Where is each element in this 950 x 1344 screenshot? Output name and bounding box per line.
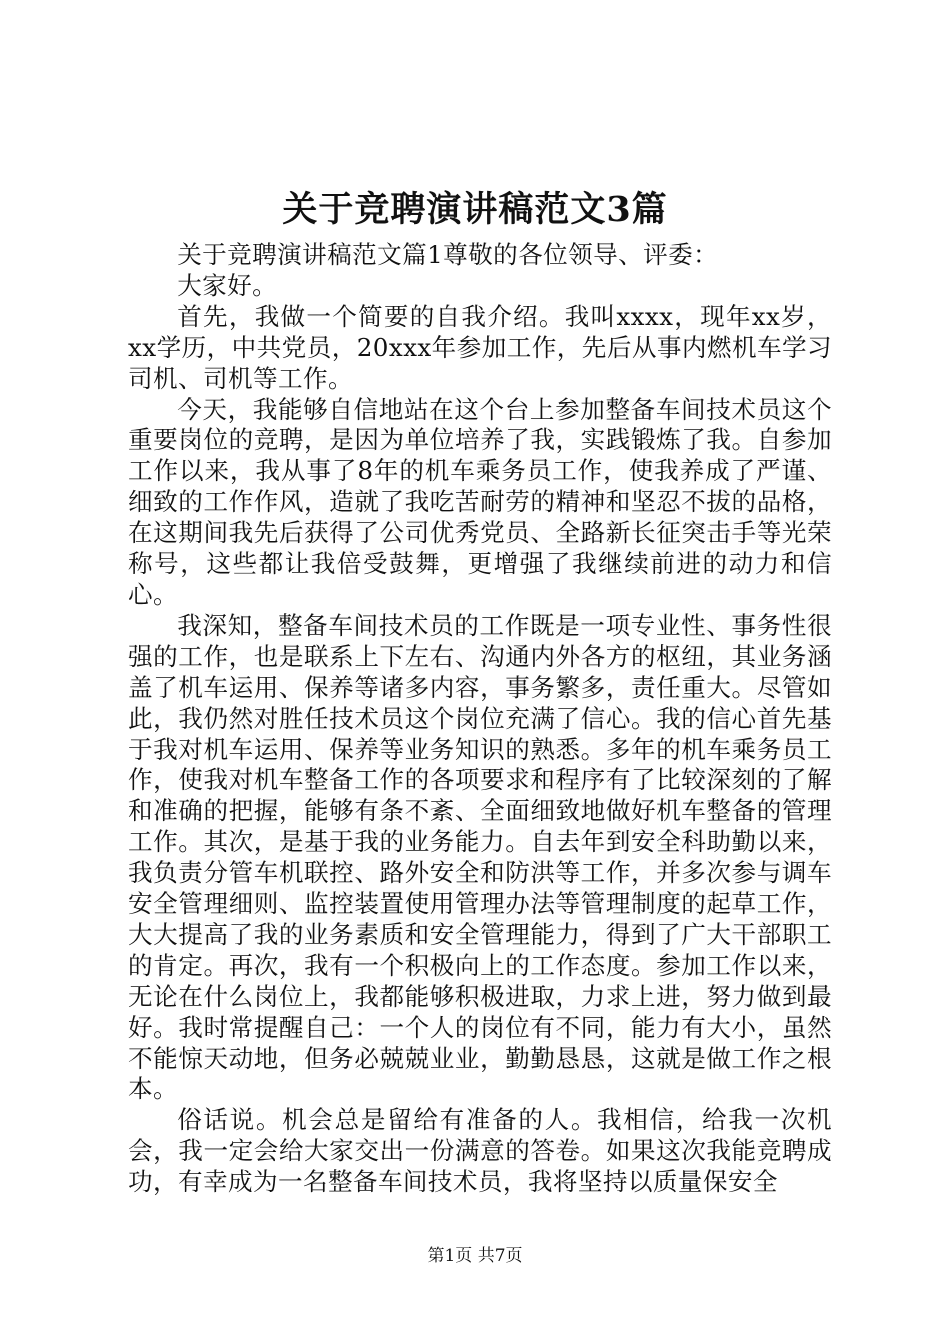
paragraph-commitment: 俗话说。机会总是留给有准备的人。我相信，给我一次机会，我一定会给大家交出一份满意的答卷。如果这次我能竞聘成功，有幸成为一名整备车间技术员，我将坚持以质量保安全 bbox=[128, 1105, 832, 1197]
document-body bbox=[128, 240, 832, 1198]
paragraph-greeting: 大家好。 bbox=[177, 270, 278, 300]
document-title: 关于竞聘演讲稿范文3篇 bbox=[282, 189, 668, 230]
paragraph-salutation: 关于竞聘演讲稿范文篇1尊敬的各位领导、评委： bbox=[177, 240, 719, 269]
paragraph-job-understanding: 我深知，整备车间技术员的工作既是一项专业性、事务性很强的工作，也是联系上下左右、沟通内外各方的枢纽，其业务涵盖了机车运用、保养等诸多内容，事务繁多，责任重大。尽管如此，我仍然对胜任技术员这个岗位充满了信心。我的信心首先基于我对机车运用、保养等业务知识的熟悉。多年的机车乘务员工作，使我对机车整备工作的各项要求和程序有了比较深刻的了解和准确的把握，能够有条不紊、全面细致地做好机车整备的管理工作。其次，是基于我的业务能力。自去年到安全科助勤以来，我负责分管车机联控、路外安全和防洪等工作，并多次参与调车安全管理细则、监控装置使用管理办法等管理制度的起草工作，大大提高了我的业务素质和安全管理能力，得到了广大干部职工的肯定。再次，我有一个积极向上的工作态度。参加工作以来，无论在什么岗位上，我都能够积极进取，力求上进，努力做到最好。我时常提醒自己：一个人的岗位有不同，能力有大小，虽然不能惊天动地，但务必兢兢业业，勤勤恳恳，这就是做工作之根本。 bbox=[128, 610, 832, 1104]
page-footer: 第1页 共7页 bbox=[427, 1246, 523, 1266]
paragraph-confidence: 今天，我能够自信地站在这个台上参加整备车间技术员这个重要岗位的竞聘，是因为单位培养了我，实践锻炼了我。自参加工作以来，我从事了8年的机车乘务员工作，使我养成了严谨、细致的工作作风，造就了我吃苦耐劳的精神和坚忍不拔的品格，在这期间我先后获得了公司优秀党员、全路新长征突击手等光荣称号，这些都让我倍受鼓舞，更增强了我继续前进的动力和信心。 bbox=[128, 394, 832, 609]
paragraph-self-introduction: 首先，我做一个简要的自我介绍。我叫xxxx，现年xx岁，xx学历，中共党员，20xxx年参加工作，先后从事内燃机车学习司机、司机等工作。 bbox=[128, 301, 832, 393]
